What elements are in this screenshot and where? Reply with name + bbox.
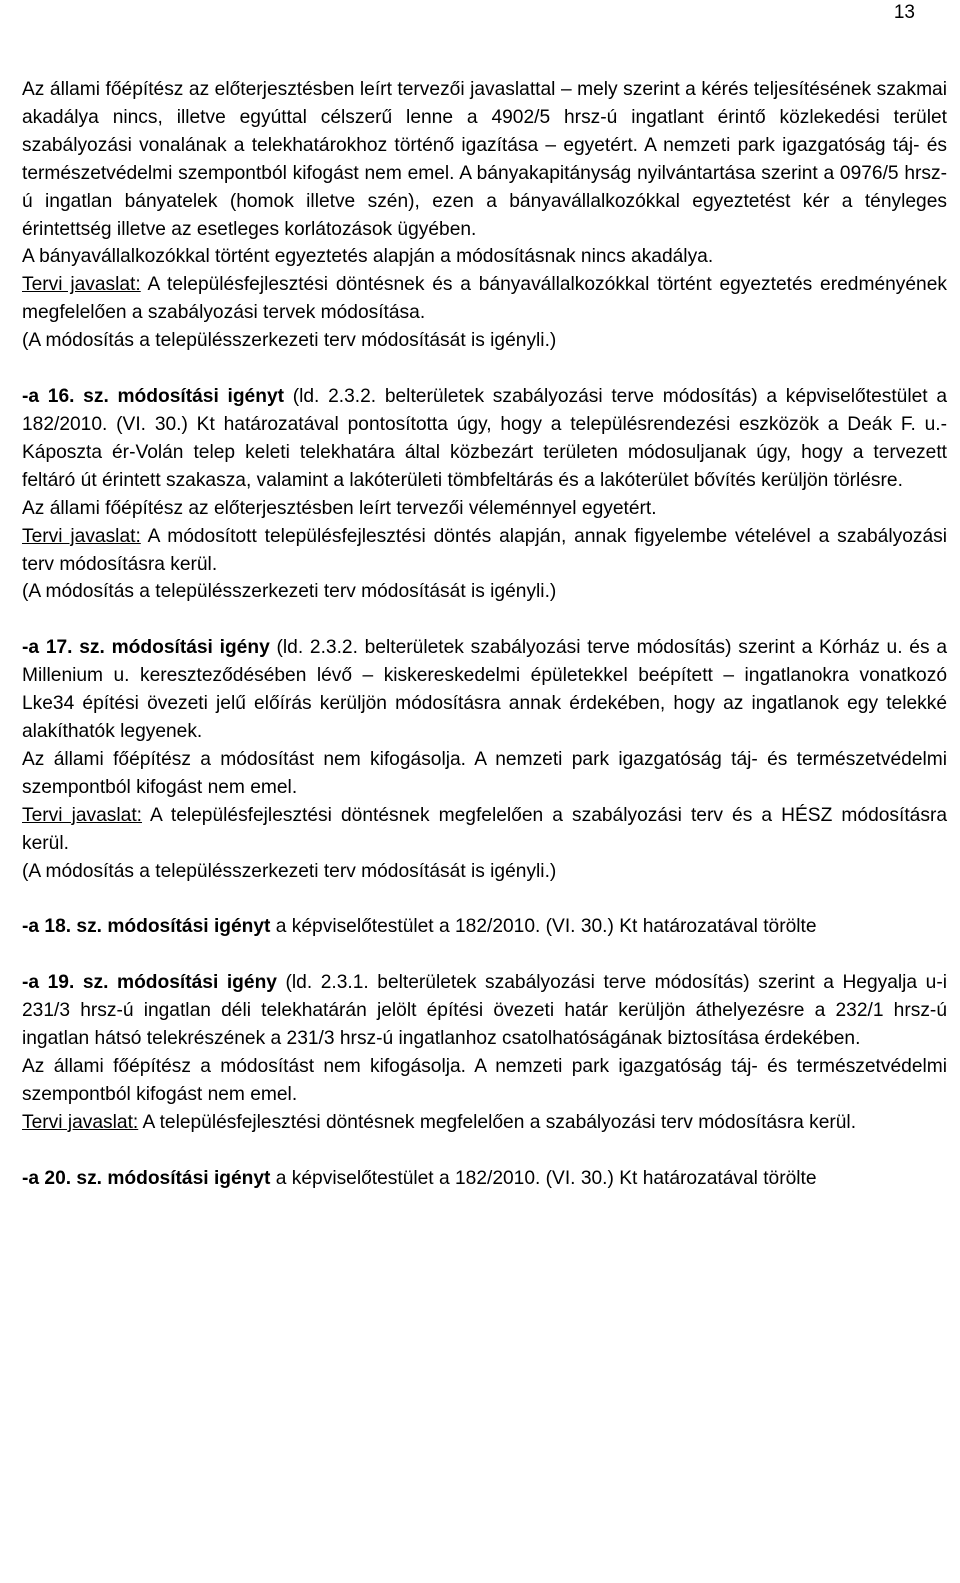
spacer <box>22 885 947 913</box>
tervi-javaslat-label: Tervi javaslat: <box>22 274 141 296</box>
item-17-tervi-javaslat <box>22 802 947 858</box>
tervi-javaslat-text: A módosított településfejlesztési döntés alapján, annak figyelembe vételével a szabályozási terv módosításra kerül. <box>22 525 948 575</box>
item-19-paragraph <box>22 969 947 1053</box>
item-17-paragraph <box>22 634 947 746</box>
item-18-paragraph <box>22 913 947 941</box>
tervi-javaslat-label: Tervi javaslat: <box>22 804 142 826</box>
tervi-javaslat-text: A településfejlesztési döntésnek és a bányavállalkozókkal történt egyeztetés eredményének megfelelően a szabályozási tervek módosítása. <box>22 274 947 324</box>
item-16-paragraph <box>22 383 947 495</box>
item-16-text: (ld. 2.3.2. belterületek szabályozási terve módosítás) a képviselőtestület a 182/2010. (VI. 30.) Kt határozatával pontosította úgy, hogy a településrendezési eszközök a Deák F. u.-Káposzta ér-Volán telep keleti telekhatára által közbezárt területen módosuljanak úgy, hogy a tervezett feltáró út érintett szakasza, valamint a lakóterületi tömbfeltárás és a lakóterület bővítés kerüljön törlésre. <box>22 386 947 491</box>
page-number: 13 <box>893 2 915 23</box>
item-20-paragraph <box>22 1165 947 1193</box>
item-16-opinion: Az állami főépítész az előterjesztésben leírt tervezői véleménnyel egyetért. <box>22 497 657 519</box>
intro-paragraph: Az állami főépítész az előterjesztésben leírt tervezői javaslattal – mely szerint a kérés teljesítésének szakmai akadálya nincs, illetve egyúttal célszerű lenne a 4902/5 hrsz-ú ingatlant érintő közlekedési terület szabályozási vonalának a telekhatárokhoz történő igazítása – egyetért. A nemzeti park igazgatóság táj- és természetvédelmi szempontból kifogást nem emel. A bányakapitányság nyilvántartása szerint a 0976/5 hrsz-ú ingatlan bányatelek (homok illetve szén), ezen a bányavállalkozókkal egyeztetést kér a tényleges érintettség illetve az esetleges korlátozások ügyében. <box>22 79 947 240</box>
intro-note: (A módosítás a településszerkezeti terv módosítását is igényli.) <box>22 330 557 352</box>
tervi-javaslat-label: Tervi javaslat: <box>22 525 141 547</box>
item-17-opinion: Az állami főépítész a módosítást nem kifogásolja. A nemzeti park igazgatóság táj- és természetvédelmi szempontból kifogást nem emel. <box>22 748 947 798</box>
intro-mining-paragraph: A bányavállalkozókkal történt egyeztetés alapján a módosításnak nincs akadálya. <box>22 246 714 268</box>
item-18-heading: -a 18. sz. módosítási igényt <box>22 916 271 938</box>
spacer <box>22 355 947 383</box>
tervi-javaslat-text: A településfejlesztési döntésnek megfelelően a szabályozási terv és a HÉSZ módosításra kerül. <box>22 804 947 854</box>
item-17-text: (ld. 2.3.2. belterületek szabályozási terve módosítás) szerint a Kórház u. és a Millenium u. kereszteződésében lévő – kiskereskedelmi épületekkel beépített – ingatlanokra vonatkozó Lke34 építési övezeti jelű előírás kerüljön módosításra annak érdekében, hogy az ingatlanok egy telekké alakíthatók legyenek. <box>22 637 947 743</box>
item-17-heading: -a 17. sz. módosítási igény <box>22 637 270 659</box>
item-20-text: a képviselőtestület a 182/2010. (VI. 30.) Kt határozatával törölte <box>270 1167 817 1189</box>
item-19-tervi-javaslat <box>22 1109 947 1137</box>
tervi-javaslat-label: Tervi javaslat: <box>22 1111 139 1133</box>
item-17-note: (A módosítás a településszerkezeti terv módosítását is igényli.) <box>22 860 557 882</box>
item-19-heading: -a 19. sz. módosítási igény <box>22 972 277 994</box>
spacer <box>22 1137 947 1165</box>
intro-tervi-javaslat <box>22 271 947 327</box>
item-16-heading: -a 16. sz. módosítási igényt <box>22 386 285 408</box>
item-16-note: (A módosítás a településszerkezeti terv módosítását is igényli.) <box>22 581 557 603</box>
item-20-heading: -a 20. sz. módosítási igényt <box>22 1167 271 1189</box>
spacer <box>22 941 947 969</box>
item-19-text: (ld. 2.3.1. belterületek szabályozási terve módosítás) szerint a Hegyalja u-i 231/3 hrsz-ú ingatlan déli telekhatárán jelölt építési övezeti határ kerüljön áthelyezésre a 232/1 hrsz-ú ingatlan hátsó telekrészének a 231/3 hrsz-ú ingatlanhoz csatolhatóságának biztosítása érdekében. <box>22 972 947 1050</box>
item-18-text: a képviselőtestület a 182/2010. (VI. 30.) Kt határozatával törölte <box>270 916 817 938</box>
item-19-opinion: Az állami főépítész a módosítást nem kifogásolja. A nemzeti park igazgatóság táj- és természetvédelmi szempontból kifogást nem emel. <box>22 1056 947 1105</box>
spacer <box>22 606 947 634</box>
document-body <box>22 76 947 1193</box>
item-16-tervi-javaslat <box>22 523 947 579</box>
tervi-javaslat-text: A településfejlesztési döntésnek megfelelően a szabályozási terv módosításra kerül. <box>138 1111 857 1133</box>
